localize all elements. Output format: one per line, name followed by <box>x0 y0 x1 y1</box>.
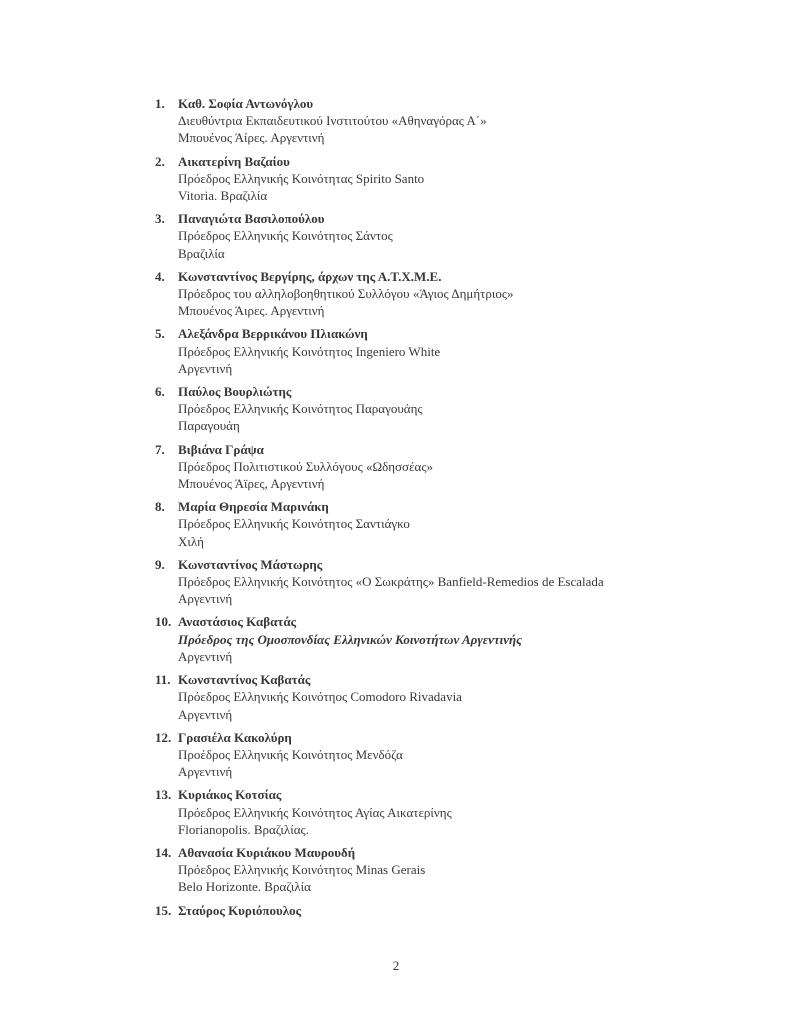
entry-line: Πρόεδρος Ελληνικής Κοινότητος «Ο Σωκράτης» Banfield-Remedios de Escalada <box>178 574 604 590</box>
entry-name: Αθανασία Κυριάκου Μαυρουδή <box>178 844 356 860</box>
entry-line: Αργεντινή <box>178 706 233 722</box>
entry-line: Πρόεδρος Ελληνικής Κοινότηος Comodoro Rivadavia <box>178 689 462 705</box>
entry-number: 5. <box>155 326 165 342</box>
entry-body <box>178 786 735 838</box>
list-item <box>155 613 735 665</box>
list-item <box>155 95 735 147</box>
entry-body <box>178 844 735 896</box>
entry-line: Florianopolis. Βραζιλίας. <box>178 821 309 837</box>
entry-line: Belo Horizonte. Βραζιλία <box>178 879 311 895</box>
entry-name: Κυριάκος Κοτσίας <box>178 787 282 803</box>
entry-line: Αργεντινή <box>178 764 233 780</box>
entry-body <box>178 95 735 147</box>
entry-number: 1. <box>155 96 165 111</box>
list-item <box>155 498 735 550</box>
entry-name: Κωνσταντίνος Βεργίρης, άρχων της Α.Τ.Χ.Μ.Ε. <box>178 268 442 284</box>
entry-number: 7. <box>155 441 165 457</box>
entry-body <box>178 153 735 205</box>
entry-body <box>178 613 735 665</box>
entry-line: Μπουένος Άιρες. Αργεντινή <box>178 303 325 319</box>
entry-name: Σταύρος Κυριόπουλος <box>178 902 302 918</box>
entry-body <box>178 383 735 435</box>
page-number: 2 <box>392 958 400 973</box>
entry-number: 6. <box>155 384 165 400</box>
entry-number: 13. <box>155 787 172 803</box>
list-item <box>155 844 735 896</box>
entry-name: Γρασιέλα Κακολύρη <box>178 729 292 745</box>
list-item <box>155 556 735 608</box>
entry-body <box>178 325 735 377</box>
list-item <box>155 902 735 919</box>
entry-number: 4. <box>155 268 165 284</box>
list-item <box>155 441 735 493</box>
entry-name: Βιβιάνα Γράψα <box>178 441 264 457</box>
entry-line: Πρόεδρος Ελληνικής Κοινότητος Ingeniero White <box>178 343 441 359</box>
entry-name: Αναστάσιος Καβατάς <box>178 614 297 630</box>
entry-line: Παραγουάη <box>178 418 240 434</box>
entry-line: Πρόεδρος Ελληνικής Κοινότητος Σαντιάγκο <box>178 516 410 532</box>
entry-number: 11. <box>155 672 171 688</box>
entry-number: 15. <box>155 902 172 918</box>
entry-line: Πρόεδρος του αλληλοβοηθητικού Συλλόγου «Άγιος Δημήτριος» <box>178 286 514 302</box>
list-item <box>155 210 735 262</box>
entry-number: 9. <box>155 556 165 572</box>
entry-name: Μαρία Θηρεσία Μαρινάκη <box>178 499 329 515</box>
entry-number: 8. <box>155 499 165 515</box>
list-item <box>155 268 735 320</box>
entry-number: 2. <box>155 153 165 169</box>
entry-line: Πρόεδρος Ελληνικής Κοινότητος Σάντος <box>178 228 393 244</box>
entry-body <box>178 556 735 608</box>
entry-line: Διευθύντρια Εκπαιδευτικού Ινστιτούτου «Αθηναγόρας Α΄» <box>178 113 487 129</box>
entry-body <box>178 498 735 550</box>
entry-body <box>178 729 735 781</box>
entry-name: Παύλος Βουρλιώτης <box>178 384 292 400</box>
entry-name: Παναγιώτα Βασιλοπούλου <box>178 211 325 227</box>
entry-name: Αικατερίνη Βαζαίου <box>178 153 290 169</box>
list-item <box>155 383 735 435</box>
entry-line: Πρόεδρος Ελληνικής Κοινότητος Παραγουάης <box>178 401 423 417</box>
entry-body <box>178 268 735 320</box>
list-item <box>155 786 735 838</box>
entry-line: Αργεντινή <box>178 360 233 376</box>
entry-line: Πρόεδρος Ελληνικής Κοινότητος Minas Gerais <box>178 862 426 878</box>
entry-number: 14. <box>155 844 172 860</box>
entry-line: Χιλή <box>178 533 204 549</box>
entry-name: Αλεξάνδρα Βερρικάνου Πλιακώνη <box>178 326 368 342</box>
entry-number: 10. <box>155 614 172 630</box>
entry-body <box>178 902 735 919</box>
entry-line: Μπουένος Άϊρες, Αργεντινή <box>178 476 325 492</box>
list-item <box>155 729 735 781</box>
entry-line: Πρόεδρος Πολιτιστικού Συλλόγους «Ωδησσέας» <box>178 458 433 474</box>
entry-line: Πρόεδρος Ελληνικής Κοινότητος Αγίας Αικατερίνης <box>178 804 452 820</box>
list-item <box>155 325 735 377</box>
entry-name: Κωνσταντίνος Μάστωρης <box>178 556 323 572</box>
entry-body <box>178 441 735 493</box>
list-item <box>155 153 735 205</box>
entry-line: Αργεντινή <box>178 591 233 607</box>
entry-name: Κωνσταντίνος Καβατάς <box>178 672 311 688</box>
entry-name: Καθ. Σοφία Αντωνόγλου <box>178 96 314 111</box>
list-item <box>155 671 735 723</box>
entry-line: Μπουένος Άίρες. Αργεντινή <box>178 130 325 146</box>
entry-body <box>178 210 735 262</box>
entry-number: 12. <box>155 729 172 745</box>
entry-line: Vitoria. Βραζιλία <box>178 188 268 204</box>
entry-body <box>178 671 735 723</box>
delegate-list <box>155 95 735 925</box>
entry-line: Προέδρος Ελληνικής Κοινότητος Μενδόζα <box>178 746 403 762</box>
entry-line: Αργεντινή <box>178 648 233 664</box>
entry-line: Πρόεδρος Ελληνικής Κοινότητας Spirito Santo <box>178 170 425 186</box>
entry-line: Βραζιλία <box>178 245 225 261</box>
entry-number: 3. <box>155 211 165 227</box>
entry-line: Πρόεδρος της Ομοσπονδίας Ελληνικών Κοινοτήτων Αργεντινής <box>178 631 522 647</box>
